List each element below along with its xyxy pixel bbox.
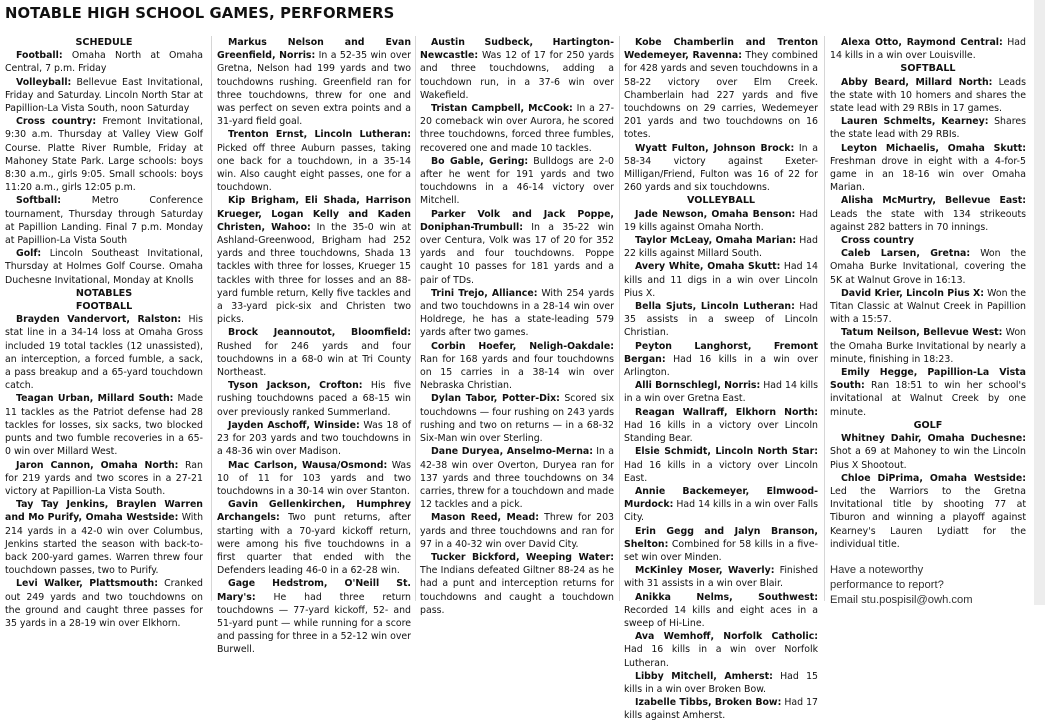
- notable-item: Alexa Otto, Raymond Central: Had 14 kills in a win over Louisville.: [830, 37, 1026, 62]
- schedule-item: Cross country: Fremont Invitational, 9:30 a.m. Thursday at Valley View Golf Course. Platte River Rumble, Friday at Mahoney State Park. Large schools: boys 8:30 a.m., girls 9:05. Small schools: boys 11:20 a.m., girls 12:05 p.m.: [5, 116, 203, 194]
- notable-item: Elsie Schmidt, Lincoln North Star: Had 16 kills in a victory over Lincoln East.: [624, 446, 818, 484]
- notable-item: Mac Carlson, Wausa/Osmond: Was 10 of 11 for 103 yards and two touchdowns in a 30-14 win over Stanton.: [217, 459, 411, 497]
- column-2: [217, 36, 412, 656]
- contact-email: Email stu.pospisil@owh.com: [830, 593, 973, 606]
- notable-item: Peyton Langhorst, Fremont Bergan: Had 16 kills in a win over Arlington.: [624, 340, 818, 379]
- football-heading: FOOTBALL: [75, 301, 133, 313]
- notable-item: Tatum Neilson, Bellevue West: Won the Omaha Burke Invitational by nearly a minute, finishing in 18:23.: [830, 327, 1026, 365]
- notable-item: Ava Wemhoff, Norfolk Catholic: Had 16 kills in a win over Norfolk Lutheran.: [624, 631, 818, 669]
- column-divider: [824, 36, 825, 601]
- contact-line: performance to report?: [830, 578, 944, 591]
- notable-item: Jaron Cannon, Omaha North: Ran for 219 yards and two scores in a 27-21 victory at Papillion-La Vista South.: [5, 459, 203, 497]
- page-title: NOTABLE HIGH SCHOOL GAMES, PERFORMERS: [5, 5, 395, 22]
- notable-item: Tristan Campbell, McCook: In a 27-20 comeback win over Aurora, he scored three touchdowns, forced three fumbles, recovered one and made 10 tackles.: [420, 103, 614, 154]
- schedule-item: Volleyball: Bellevue East Invitational, Friday and Saturday. Lincoln North Star at Papillion-La Vista South, noon Saturday: [5, 76, 203, 115]
- notable-item: Mason Reed, Mead: Threw for 203 yards and three touchdowns and ran for 97 in a 40-32 win over David City.: [420, 512, 615, 550]
- notable-item: Caleb Larsen, Gretna: Won the Omaha Burke Invitational, covering the 5K at Walnut Grove in 16:13.: [830, 248, 1027, 286]
- notable-item: Markus Nelson and Evan Greenfield, Norris: In a 52-35 win over Gretna, Nelson had 199 yards and two touchdowns rushing. Greenfield ran for three touchdowns, threw for one and was perfect on seven extra points and a 31-yard field goal.: [217, 37, 411, 128]
- column-divider: [211, 36, 212, 601]
- softball-heading: SOFTBALL: [900, 63, 956, 75]
- notable-item: Abby Beard, Millard North: Leads the state with 10 homers and shares the state lead with 29 RBIs in 17 games.: [830, 76, 1026, 115]
- notable-item: Trini Trejo, Alliance: With 254 yards and two touchdowns in a 28-14 win over Holdrege, he has a state-leading 579 yards after two games.: [420, 287, 614, 339]
- notable-item: Tay Tay Jenkins, Braylen Warren and Mo Purify, Omaha Westside: With 214 yards in a 42-0 win over Columbus, Jenkins started the season with back-to-back 200-yard games. Warren threw four touchdown passes, two to Purify.: [5, 499, 204, 577]
- notable-item: Tyson Jackson, Crofton: His five rushing touchdowns paced a 68-15 win over previously ranked Summerland.: [217, 380, 411, 418]
- notable-item: Kip Brigham, Eli Shada, Harrison Krueger, Logan Kelly and Kaden Christen, Wahoo: In the 35-0 win at Ashland-Greenwood, Brigham had 252 yards and three touchdowns, Shada 13 tackles with three for losses, Krueger 15 tackles with three for losses and an 88-yard fumble return, Kelly five tackles and a 33-yard pick-six and Christen two picks.: [217, 195, 411, 326]
- notable-item: Corbin Hoefer, Neligh-Oakdale: Ran for 168 yards and four touchdowns on 15 carries in a 38-14 win over Nebraska Christian.: [420, 340, 614, 392]
- notable-item: Gage Hedstrom, O'Neill St. Mary's: He had three return touchdowns — 77-yard kickoff, 52- and 51-yard punt — while running for a score and passing for three in a 52-12 win over Burwell.: [217, 578, 411, 656]
- notable-item: Annie Backemeyer, Elmwood-Murdock: Had 14 kills in a win over Falls City.: [624, 485, 818, 524]
- notable-item: David Krier, Lincoln Pius X: Won the Titan Classic at Walnut Creek in Papillion with a 15:57.: [830, 287, 1027, 326]
- notable-item: Emily Hegge, Papillion-La Vista South: Ran 18:51 to win her school's invitational at Walnut Creek by one minute.: [830, 367, 1026, 418]
- crosscountry-heading: Cross country: [841, 235, 914, 247]
- notable-item: Jayden Aschoff, Winside: Was 18 of 23 for 203 yards and two touchdowns in a 48-36 win over Madison.: [217, 419, 411, 458]
- notables-heading: NOTABLES: [75, 287, 133, 299]
- notable-item: McKinley Moser, Waverly: Finished with 31 assists in a win over Blair.: [624, 565, 819, 590]
- column-3: [420, 36, 615, 616]
- notable-item: Izabelle Tibbs, Broken Bow: Had 17 kills against Amherst.: [624, 697, 819, 722]
- golf-heading: GOLF: [913, 419, 943, 431]
- notable-item: Alli Bornschlegl, Norris: Had 14 kills in a win over Gretna East.: [624, 380, 819, 405]
- notable-item: Teagan Urban, Millard South: Made 11 tackles as the Patriot defense had 28 tackles for losses, six sacks, two blocked punts and two fumble recoveries in a 65-0 win over Millard West.: [5, 393, 203, 458]
- notable-item: Gavin Gellenkirchen, Humphrey Archangels: Two punt returns, after starting with a 70-yard kickoff return, were among his five touchdowns in a first quarter that ended with the Defenders leading 46-0 in a 62-28 win.: [217, 499, 412, 577]
- notable-item: Leyton Michaelis, Omaha Skutt: Freshman drove in eight with a 4-for-5 game in an 18-16 win over Omaha Marian.: [830, 142, 1026, 194]
- notable-item: Parker Volk and Jack Poppe, Doniphan-Trumbull: In a 35-22 win over Centura, Volk was 17 of 20 for 352 yards and four touchdowns. Poppe caught 10 passes for 181 yards and a pair of TDs.: [420, 208, 614, 286]
- notable-item: Taylor McLeay, Omaha Marian: Had 22 kills against Millard South.: [624, 235, 818, 260]
- contact-note: [830, 563, 1026, 608]
- column-divider: [415, 36, 416, 601]
- schedule-item: Softball: Metro Conference tournament, Thursday through Saturday at Papillion Landing. Final 7 p.m. Monday at Papillion-La Vista South: [5, 195, 204, 247]
- notable-item: Bella Sjuts, Lincoln Lutheran: Had 35 assists in a sweep of Lincoln Christian.: [624, 301, 818, 339]
- page-margin: [1034, 0, 1045, 605]
- notable-item: Alisha McMurtry, Bellevue East: Leads the state with 134 strikeouts against 282 batters in 70 innings.: [830, 195, 1026, 233]
- column-divider: [619, 36, 620, 601]
- notable-item: Chloe DiPrima, Omaha Westside: Led the Warriors to the Gretna Invitational title by shooting 77 at Tiburon and winning a playoff against Kearney's Lauren Lydiatt for the individual title.: [830, 472, 1026, 550]
- notable-item: Dane Duryea, Anselmo-Merna: In a 42-38 win over Overton, Duryea ran for 137 yards and three touchdowns on 34 carries, threw for a touchdown and made 12 tackles and a pick.: [420, 446, 615, 511]
- notable-item: Levi Walker, Plattsmouth: Cranked out 249 yards and two touchdowns on the ground and caught three passes for 35 yards in a 28-19 win over Elkhorn.: [5, 578, 204, 629]
- notable-item: Brayden Vandervort, Ralston: His stat line in a 34-14 loss at Omaha Gross included 19 total tackles (12 unassisted), an interception, a forced fumble, a sack, a pass breakup and a 65-yard touchdown catch.: [5, 314, 203, 392]
- notable-item: Dylan Tabor, Potter-Dix: Scored six touchdowns — four rushing on 243 yards rushing and two on returns — in a 68-32 Six-Man win over Sterling.: [420, 393, 615, 445]
- notable-item: Kobe Chamberlin and Trenton Wedemeyer, Ravenna: They combined for 428 yards and seven touchdowns in a 58-22 victory over Elm Creek. Chamberlain had 227 yards and five touchdowns on 29 carries, Wedemeyer 201 yards and two touchdowns on 16 totes.: [624, 37, 818, 141]
- column-1: [5, 36, 204, 629]
- column-5: [830, 36, 1027, 606]
- notable-item: Anikka Nelms, Southwest: Recorded 14 kills and eight aces in a sweep of Hi-Line.: [624, 591, 818, 629]
- column-4: [624, 36, 819, 722]
- notable-item: Reagan Wallraff, Elkhorn North: Had 16 kills in a victory over Lincoln Standing Bear.: [624, 406, 818, 445]
- notable-item: Austin Sudbeck, Hartington-Newcastle: Was 12 of 17 for 250 yards and three touchdowns, adding a touchdown run, in a 37-6 win over Wakefield.: [420, 37, 614, 101]
- schedule-heading: SCHEDULE: [75, 37, 133, 48]
- notable-item: Whitney Dahir, Omaha Duchesne: Shot a 69 at Mahoney to win the Lincoln Pius X Shootout.: [830, 433, 1026, 471]
- volleyball-heading: VOLLEYBALL: [686, 195, 756, 207]
- notable-item: Avery White, Omaha Skutt: Had 14 kills and 11 digs in a win over Lincoln Pius X.: [624, 261, 818, 299]
- notable-item: Bo Gable, Gering: Bulldogs are 2-0 after he went for 191 yards and two touchdowns in a 46-14 victory over Mitchell.: [420, 155, 614, 207]
- notable-item: Wyatt Fulton, Johnson Brock: In a 58-34 victory against Exeter-Milligan/Friend, Fulton was 16 of 22 for 260 yards and six touchdowns.: [624, 142, 819, 194]
- schedule-item: Golf: Lincoln Southeast Invitational, Thursday at Holmes Golf Course. Omaha Duchesne Invitational, Monday at Knolls: [5, 248, 203, 286]
- notable-item: Jade Newson, Omaha Benson: Had 19 kills against Omaha North.: [624, 208, 818, 233]
- contact-line: Have a noteworthy: [830, 563, 924, 576]
- notable-item: Erin Gegg and Jalyn Branson, Shelton: Combined for 58 kills in a five-set win over Minden.: [624, 525, 819, 563]
- notable-item: Brock Jeannoutot, Bloomfield: Rushed for 246 yards and four touchdowns in a 68-0 win at Tri County Northeast.: [217, 327, 411, 379]
- notable-item: Trenton Ernst, Lincoln Lutheran: Picked off three Auburn passes, taking one back for a touchdown, in a 35-14 win. Also caught eight passes, one for a touchdown.: [217, 129, 411, 194]
- notable-item: Lauren Schmelts, Kearney: Shares the state lead with 29 RBIs.: [830, 116, 1027, 141]
- notable-item: Libby Mitchell, Amherst: Had 15 kills in a win over Broken Bow.: [624, 670, 819, 695]
- schedule-item: Football: Omaha North at Omaha Central, 7 p.m. Friday: [5, 50, 203, 75]
- notable-item: Tucker Bickford, Weeping Water: The Indians defeated Giltner 88-24 as he had a punt and interception returns for touchdowns and caught a touchdown pass.: [420, 551, 614, 616]
